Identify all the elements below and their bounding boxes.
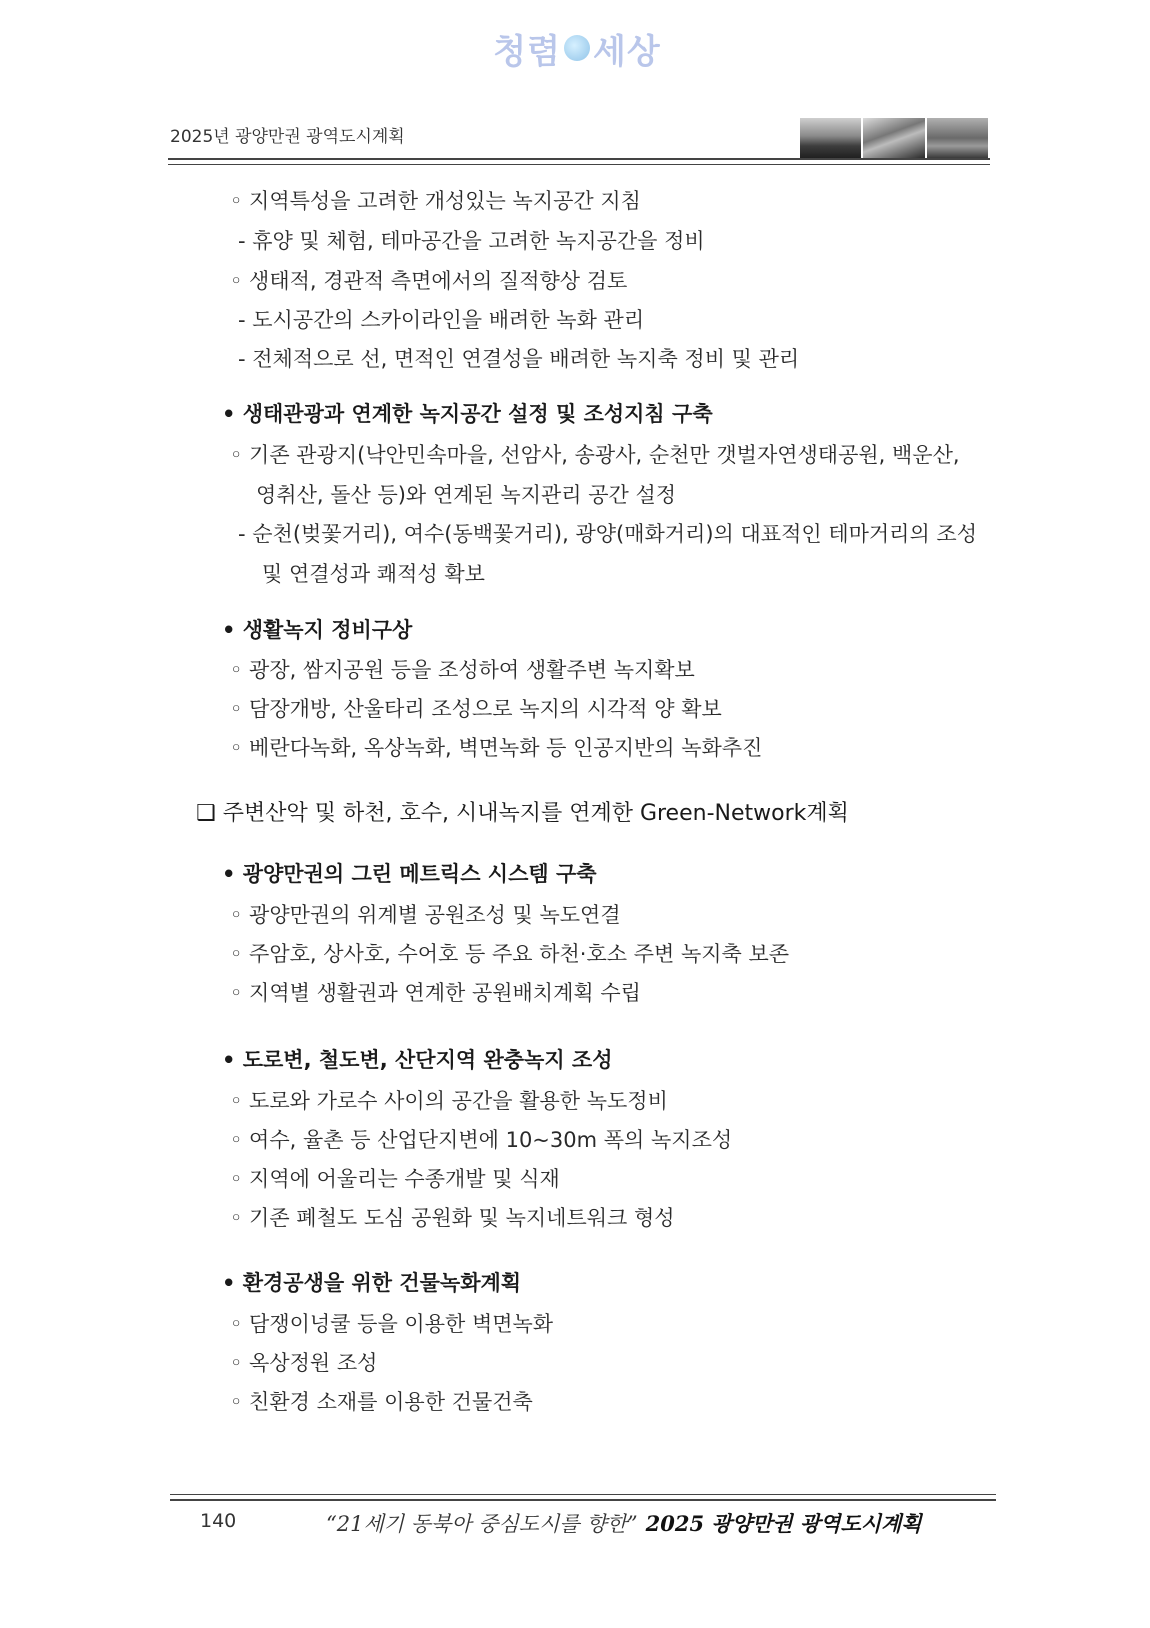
sub-item: - 도시공간의 스카이라인을 배려한 녹화 관리 <box>238 308 645 332</box>
logo-left-text: 청렴 <box>493 31 561 72</box>
footer-quote: “21세기 동북아 중심도시를 향한” <box>326 1512 638 1536</box>
subheading: • 도로변, 철도변, 산단지역 완충녹지 조성 <box>222 1048 613 1072</box>
list-item: ◦ 광양만권의 위계별 공원조성 및 녹도연결 <box>230 903 621 927</box>
sub-item: - 전체적으로 선, 면적인 연결성을 배려한 녹지축 정비 및 관리 <box>238 347 800 371</box>
subheading: • 생활녹지 정비구상 <box>222 618 413 642</box>
list-item: ◦ 베란다녹화, 옥상녹화, 벽면녹화 등 인공지반의 녹화추진 <box>230 736 763 760</box>
subheading: • 광양만권의 그린 메트릭스 시스템 구축 <box>222 862 597 886</box>
list-item: ◦ 생태적, 경관적 측면에서의 질적향상 검토 <box>230 269 628 293</box>
sub-item: - 순천(벚꽃거리), 여수(동백꽃거리), 광양(매화거리)의 대표적인 테마거리의 조성 <box>238 522 978 546</box>
footer-title <box>326 1508 922 1538</box>
list-item-continuation: 영취산, 돌산 등)와 연계된 녹지관리 공간 설정 <box>256 483 677 507</box>
list-item: ◦ 옥상정원 조성 <box>230 1351 378 1375</box>
list-item: ◦ 지역별 생활권과 연계한 공원배치계획 수립 <box>230 981 641 1005</box>
footer-rule <box>170 1494 996 1501</box>
header-photo-1 <box>800 118 861 158</box>
list-item: ◦ 광장, 쌈지공원 등을 조성하여 생활주변 녹지확보 <box>230 658 695 682</box>
subheading: • 환경공생을 위한 건물녹화계획 <box>222 1271 522 1295</box>
list-item: ◦ 주암호, 상사호, 수어호 등 주요 하천·호소 주변 녹지축 보존 <box>230 942 790 966</box>
subheading: • 생태관광과 연계한 녹지공간 설정 및 조성지침 구축 <box>222 402 713 426</box>
sub-item: - 휴양 및 체험, 테마공간을 고려한 녹지공간을 정비 <box>238 229 705 253</box>
list-item: ◦ 기존 관광지(낙안민속마을, 선암사, 송광사, 순천만 갯벌자연생태공원, 백운산, <box>230 443 960 467</box>
header-photo-3 <box>927 118 988 158</box>
header-rule <box>168 158 990 165</box>
section-heading: ❑ 주변산악 및 하천, 호수, 시내녹지를 연계한 Green-Network계획 <box>196 801 849 826</box>
logo-right-text: 세상 <box>593 31 661 72</box>
list-item: ◦ 담쟁이넝쿨 등을 이용한 벽면녹화 <box>230 1312 554 1336</box>
list-item: ◦ 지역특성을 고려한 개성있는 녹지공간 지침 <box>230 189 641 213</box>
logo-emblem-icon <box>564 35 590 61</box>
list-item: ◦ 담장개방, 산울타리 조성으로 녹지의 시각적 양 확보 <box>230 697 722 721</box>
header-photo-strip <box>800 118 988 158</box>
logo <box>492 22 662 74</box>
header-photo-2 <box>863 118 924 158</box>
list-item: ◦ 기존 폐철도 도심 공원화 및 녹지네트워크 형성 <box>230 1206 675 1230</box>
header-title: 2025년 광양만권 광역도시계획 <box>170 127 405 147</box>
list-item: ◦ 친환경 소재를 이용한 건물건축 <box>230 1390 533 1414</box>
list-item: ◦ 지역에 어울리는 수종개발 및 식재 <box>230 1167 560 1191</box>
page-number: 140 <box>200 1510 237 1532</box>
list-item: ◦ 여수, 율촌 등 산업단지변에 10~30m 폭의 녹지조성 <box>230 1128 733 1152</box>
list-item: ◦ 도로와 가로수 사이의 공간을 활용한 녹도정비 <box>230 1089 668 1113</box>
footer-document-title: 2025 광양만권 광역도시계획 <box>645 1511 922 1536</box>
sub-item-continuation: 및 연결성과 쾌적성 확보 <box>262 562 485 586</box>
